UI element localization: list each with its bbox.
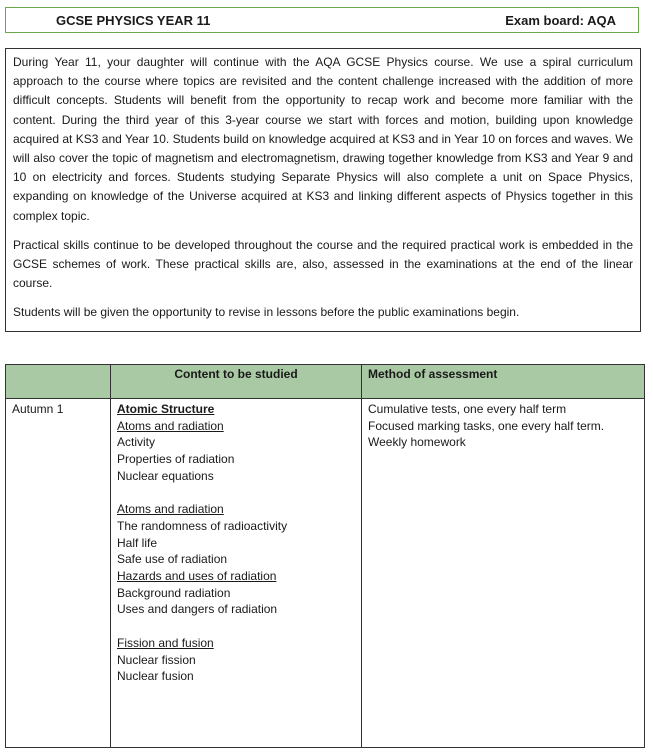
assessment-item: Cumulative tests, one every half term xyxy=(368,402,567,416)
term-label: Autumn 1 xyxy=(12,402,64,416)
list-item: Half life xyxy=(117,535,158,550)
list-item: Background radiation xyxy=(117,585,231,600)
list-item: Nuclear fission xyxy=(117,652,196,667)
subtopic-heading: Atoms and radiation xyxy=(117,502,224,517)
list-item: Activity xyxy=(117,435,156,450)
exam-board-label: Exam board: AQA xyxy=(505,13,616,28)
content-cell xyxy=(111,399,362,748)
header-assessment: Method of assessment xyxy=(362,365,645,399)
subtopic-heading: Atoms and radiation xyxy=(117,418,224,433)
curriculum-table xyxy=(5,364,645,748)
intro-paragraph-1: During Year 11, your daughter will continue with the AQA GCSE Physics course. We use a spiral curriculum approach to the course where topics are revisited and the content challenge increased with the addition of more difficult concepts. Students will benefit from the opportunity to recap work and become more familiar with the content. During the third year of this 3-year course we start with forces and motion, building upon knowledge acquired at KS3 and Year 10. Students build on knowledge acquired at KS3 and in Year 10 on forces and waves. We will also cover the topic of magnetism and electromagnetism, drawing together knowledge from KS3 and Year 9 and 10 on electricity and forces. Students studying Separate Physics will also complete a unit on Space Physics, expanding on knowledge of the Universe acquired at KS3 and linking different aspects of Physics together in this complex topic. xyxy=(13,55,633,223)
assessment-cell xyxy=(362,399,645,748)
intro-box xyxy=(5,48,641,332)
main-topic-heading: Atomic Structure xyxy=(117,402,215,416)
list-item: Nuclear equations xyxy=(117,468,214,483)
header-term xyxy=(6,365,111,399)
term-cell xyxy=(6,399,111,748)
spacer xyxy=(117,485,355,502)
table-row xyxy=(6,399,645,748)
assessment-item: Focused marking tasks, one every half term. xyxy=(368,418,605,433)
list-item: The randomness of radioactivity xyxy=(117,518,288,533)
spacer xyxy=(117,618,355,635)
table-header-row xyxy=(6,365,645,399)
page-title: GCSE PHYSICS YEAR 11 xyxy=(56,13,211,28)
list-item: Safe use of radiation xyxy=(117,552,228,567)
intro-paragraph-2: Practical skills continue to be developed throughout the course and the required practical work is embedded in the GCSE schemes of work. These practical skills are, also, assessed in the examinations at the end of the linear course. xyxy=(13,237,633,291)
list-item: Properties of radiation xyxy=(117,452,235,467)
header-box xyxy=(5,7,639,33)
assessment-item: Weekly homework xyxy=(368,435,466,450)
header-content: Content to be studied xyxy=(111,365,362,399)
subtopic-heading: Hazards and uses of radiation xyxy=(117,569,277,584)
subtopic-heading: Fission and fusion xyxy=(117,635,214,650)
list-item: Uses and dangers of radiation xyxy=(117,602,278,617)
list-item: Nuclear fusion xyxy=(117,669,194,684)
intro-paragraph-3: Students will be given the opportunity to revise in lessons before the public examinations begin. xyxy=(13,305,520,320)
